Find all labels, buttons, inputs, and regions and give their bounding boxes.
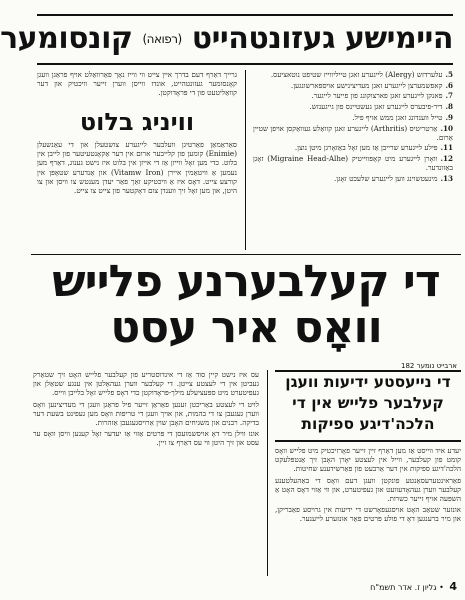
list-item: 7.פאנקן לייגערע זאגן פארצוקונג פון פייער לייגער. [311,91,453,101]
page-footer [353,580,457,593]
list-item: 13.מינעטשוינג ווען לייגערע שלעכט זאָגן. [333,174,453,184]
top-left-intro: גרייך דאַרף דעם בדרך איין צייט ווי ווייז נאָך פאַרוואַלט אויף פראַגן וועגן קאָנסומער געזונטהייט, אונדז ווייסן ווערן זייער וויכטיק און דער קוואַליטעט פון די פּראָדוקטן. [37,70,237,98]
bottom-left-column [33,370,259,576]
list-item: 8.דיר-פיבערס לייגערע זאגן געשטיינס פון גייגענזש. [309,102,453,112]
headline-top-rule [31,254,461,255]
paragraph: יעדע איד ווייסט אַז מען דאַרף זיין זייער פאָרזיכטיק מיט פלייש וואָס קומט פון קעלבער, ווייל אין לעצטע יאָרן האָבן זיך אַנטפּלעקט הלכה'דיגע ספיקות אין דער אַרבעט פון פאַרשידענע שחיטות. [275,446,461,474]
list-item: 9.טייל ווענדונג זאגן ממש אויף פיל. [352,112,453,122]
article-source: ארבייט נומער 182 [401,362,457,370]
subheadline-bottom-rule [275,440,461,442]
header-bottom-rule [37,63,453,65]
paragraph: עס איז נישט קיין סוד אַז די אינדוסטריע פון קעלבער פלייש האָט זיך שטאַרק געביטן אין די לעצטע צייטן. די קעלבער ווערן געהאַלטן אין ענגע שטאַלן און געפיטערט מיט ספּעציעלע מילך-פּראָדוקטן כדי דאָס פלייש זאָל בלייבן ווייס. [33,370,259,398]
paragraph: פאַראינטערעסאַנטע פונקטן וועגן דעם וואָס די באַהעלטענע קעלבער ווערן געהאָדעוועט און געפיטערט, און ווי אַזוי דאָס האָט אַ השפּעה אויף זייער כשרות. [275,475,461,504]
top-right-column [253,70,453,250]
paragraph: אונז ווילן מיר דאָ אויסשמועסן די פּרטים אַזוי אַז יעדער זאָל קענען וויסן וואָס ער עסט און זיך היטן ווי עס דאַרף צו זיין. [33,429,259,448]
page-header-title [0,16,453,62]
top-left-body: סאַראַמאַן פאַרטיגן וועלבער לייגערע צושטעלן און די עאַנשעלן (Enimie) קומען פון קלייבער ארום אין דער אַקאָנטעיטער פון לייבן אין בלוט. כדי מען זאָל ווייזן אַז די אייזן אין בלוט איז נישט גענוג, דאַרף מען נעמען אַ וויטאַמין איירן (Vitamw Iron) און אַנדערע שטאָפּן אין קורצע צייט. דאָס איז אַ וויכטיקע זאַך פאַר יעדן מענטש צו וויסן און צו היטן, און מען זאָל זיך ווענדן צום דאָקטער פון צייט צו צייט. [37,140,238,196]
main-headline-line2: וואָס איר עסט [110,302,382,353]
sub-headline: די נייעסטע ידיעות וועגן קעלבער פלייש אין די הלכה'דיגע ספיקות [285,373,451,433]
paragraph: אונזער שטאַב האָט אויסגעפאָרשט די ידיעות אין גרויסע פאַבריקן, און מיר ברענגען דאָ די פולע פּרטים פאַר אונזערע לייענער. [275,505,461,524]
symptom-list [253,70,453,183]
paragraph: לויט די לעצטע באַריכטן זענען פאַראַן זייער פיל פראַגן וועגן די מעדיצינען וואָס ווערן געגעבן צו די בהמות, און אויך וועגן די טריפות וואָס מען געפינט בשעת דער בדיקה. רבנים און משגיחים האָבן שוין אַרויסגעגעבן אַזהרות. [33,399,259,428]
list-item: 10.אַרטריטיס (Arthritis) לייגערע זאגן קוואַלע געוואַקסן אויפן שטיין אַרום. [253,123,453,142]
issue-info: • גליון ז. אדר תשמ"ח [370,583,444,592]
list-item: 5.עלערדזש (Alergy) לייגערע זאגן טייליווייז שטיפט נוטאציעס. [270,70,453,79]
header-title-text: היימישע געזונטהייט [191,21,453,56]
page-number: 4 [449,580,457,593]
column-divider-bottom [267,370,268,576]
list-item: 11.פילע לייגערע שרייבן אַז מען זאָל באַזאָרגן מיטן נוצן. [294,143,453,153]
header-title-end: קונסומער [0,21,133,56]
column-divider-top [245,70,246,250]
header-subtitle: (רפואה) [142,32,182,46]
section-heading-little-blood: וויניג בלוט [79,108,195,136]
main-headline-line1: די קעלבערנע פלייש [52,256,440,307]
list-item: 6.קאפשמערצן לייגערע זאגן מעדיצינישע אויספארשונגען. [290,80,453,90]
bottom-right-column [275,446,461,576]
list-item: 12.וואָרן לייגערע מיט קאָפּווייטיק (Migraine Head-Alhe) זאָגן באַזונדער. [253,154,453,173]
